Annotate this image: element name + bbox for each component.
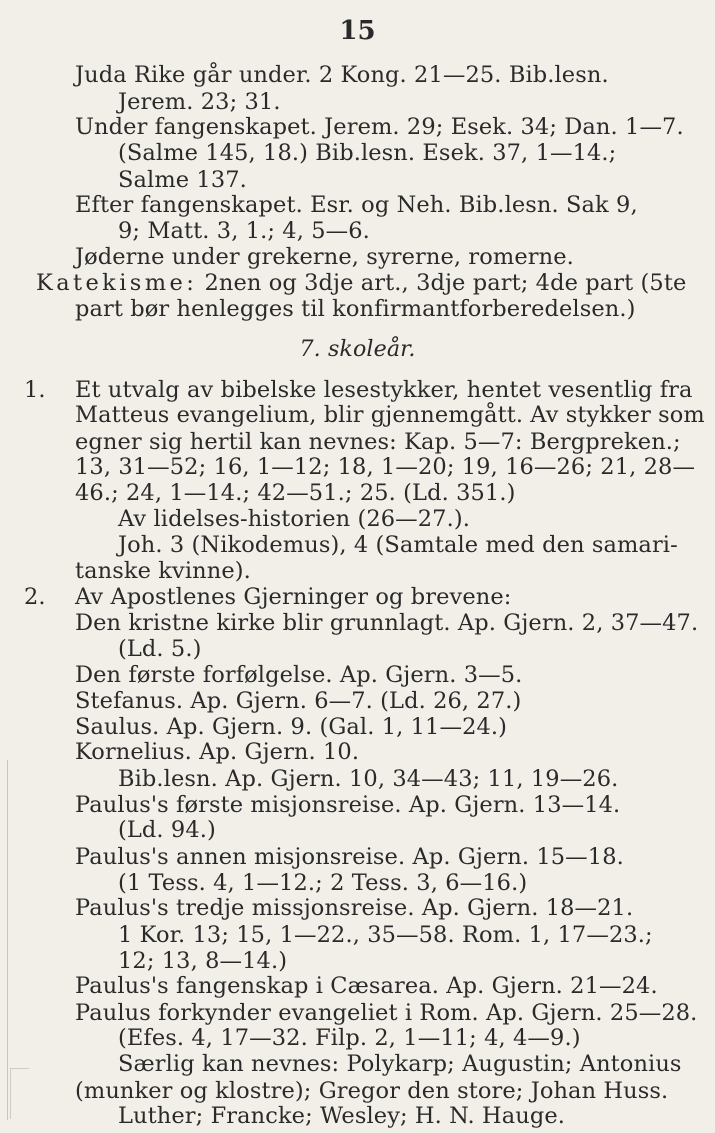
text-line: Et utvalg av bibelske lesestykker, hentet vesentlig fra <box>75 376 693 403</box>
text-line: 9; Matt. 3, 1.; 4, 5—6. <box>118 217 370 244</box>
katekisme-line <box>36 270 686 296</box>
item-number: 1. <box>24 376 46 403</box>
text-line: Matteus evangelium, blir gjennemgått. Av stykker som <box>75 402 705 429</box>
text-line: Av lidelses-historien (26—27.). <box>118 505 470 532</box>
text-line: Under fangenskapet. Jerem. 29; Esek. 34; Dan. 1—7. <box>75 114 684 141</box>
text-line: 13, 31—52; 16, 1—12; 18, 1—20; 19, 16—26; 21, 28— <box>75 454 696 481</box>
text-line: Jerem. 23; 31. <box>118 88 281 115</box>
page-number: 15 <box>339 16 376 46</box>
text-line: (munker og klostre); Gregor den store; Johan Huss. <box>75 1077 669 1104</box>
item-number: 2. <box>24 583 46 610</box>
text-line: (Efes. 4, 17—32. Filp. 2, 1—11; 4, 4—9.) <box>118 1025 581 1052</box>
text-line: Juda Rike går under. 2 Kong. 21—25. Bib.lesn. <box>75 62 609 88</box>
text-line: (1 Tess. 4, 1—12.; 2 Tess. 3, 6—16.) <box>118 869 528 896</box>
text-line: 46.; 24, 1—14.; 42—51.; 25. (Ld. 351.) <box>75 480 516 507</box>
text-line: Luther; Francke; Wesley; H. N. Hauge. <box>118 1103 566 1130</box>
text-line: Den kristne kirke blir grunnlagt. Ap. Gjern. 2, 37—47. <box>75 610 699 637</box>
text-line: Paulus's første misjonsreise. Ap. Gjern. 13—14. <box>75 791 621 818</box>
text-line: Særlig kan nevnes: Polykarp; Augustin; Antonius <box>118 1051 682 1078</box>
page-edge-mark <box>10 1068 29 1119</box>
text-line: tanske kvinne). <box>75 558 251 585</box>
text-line: Efter fangenskapet. Esr. og Neh. Bib.lesn. Sak 9, <box>75 192 638 219</box>
text-line: Paulus's annen misjonsreise. Ap. Gjern. 15—18. <box>75 844 624 870</box>
page-edge-line <box>7 760 8 1120</box>
text-line: Bib.lesn. Ap. Gjern. 10, 34—43; 11, 19—26. <box>118 766 619 793</box>
section-heading: 7. skoleår. <box>299 336 416 363</box>
text-line: Joh. 3 (Nikodemus), 4 (Samtale med den samari- <box>118 532 678 559</box>
text-line: Paulus's fangenskap i Cæsarea. Ap. Gjern. 21—24. <box>75 973 658 1000</box>
text-line: Saulus. Ap. Gjern. 9. (Gal. 1, 11—24.) <box>75 713 508 740</box>
katekisme-text: 2nen og 3dje art., 3dje part; 4de part (5te <box>204 270 687 297</box>
text-line: part bør henlegges til konfirmantforberedelsen.) <box>75 295 636 322</box>
text-line: (Ld. 5.) <box>118 635 202 662</box>
text-line: Av Apostlenes Gjerninger og brevene: <box>75 583 512 610</box>
text-line: Kornelius. Ap. Gjern. 10. <box>75 739 360 766</box>
text-line: (Salme 145, 18.) Bib.lesn. Esek. 37, 1—14.; <box>118 139 617 166</box>
text-line: Den første forfølgelse. Ap. Gjern. 3—5. <box>75 661 523 688</box>
text-line: Salme 137. <box>118 166 247 193</box>
text-line: Paulus's tredje missjonsreise. Ap. Gjern. 18—21. <box>75 895 634 922</box>
text-line: egner sig hertil kan nevnes: Kap. 5—7: Bergpreken.; <box>75 428 681 455</box>
text-line: Jøderne under grekerne, syrerne, romerne. <box>75 244 574 271</box>
text-line: Stefanus. Ap. Gjern. 6—7. (Ld. 26, 27.) <box>75 688 522 715</box>
text-line: 12; 13, 8—14.) <box>118 947 288 974</box>
text-line: 1 Kor. 13; 15, 1—22., 35—58. Rom. 1, 17—23.; <box>118 921 653 948</box>
text-line: (Ld. 94.) <box>118 817 216 844</box>
text-line: Paulus forkynder evangeliet i Rom. Ap. Gjern. 25—28. <box>75 999 698 1026</box>
katekisme-label: Katekisme: <box>36 270 198 297</box>
